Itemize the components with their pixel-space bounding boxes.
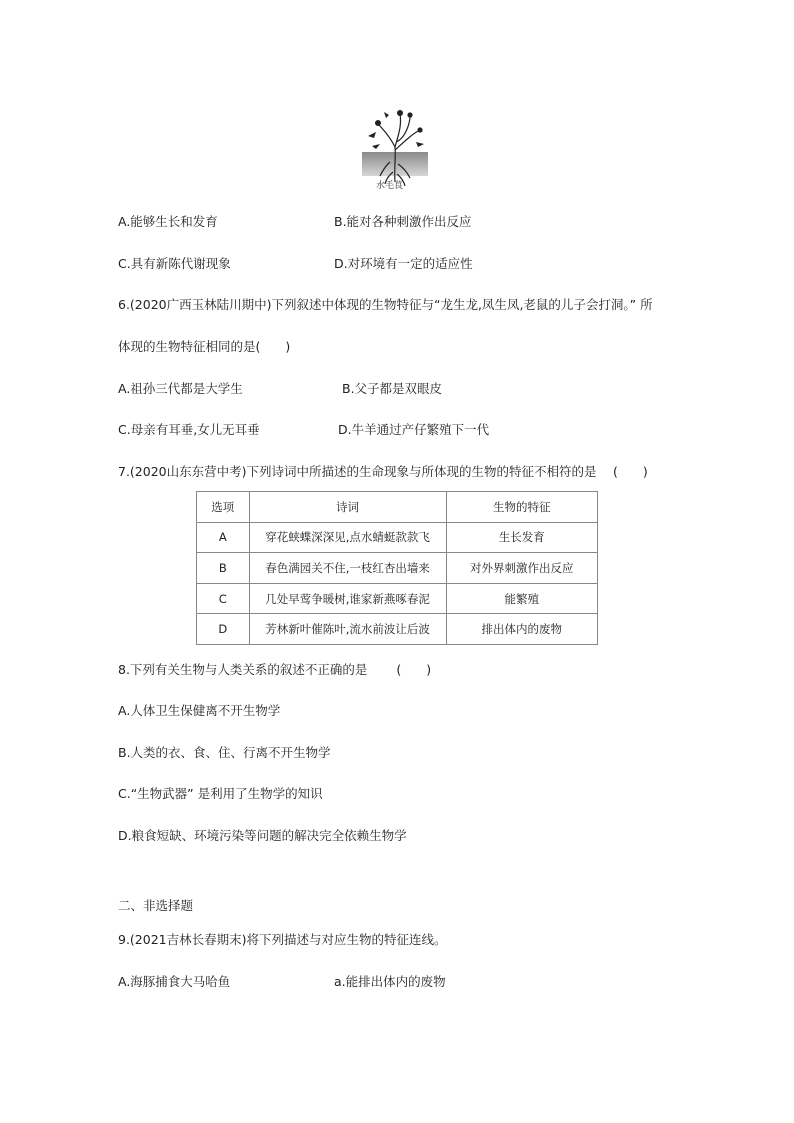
cell-feature: 能繁殖	[446, 583, 597, 614]
cell-poem: 穿花蛱蝶深深见,点水蜻蜓款款飞	[249, 522, 446, 553]
q6-option-a: A.祖孙三代都是大学生	[118, 381, 243, 396]
cell-option: C	[197, 583, 250, 614]
q7-table	[196, 491, 598, 645]
header-option: 选项	[197, 492, 250, 523]
q9-left-item-a: A.海豚捕食大马哈鱼	[118, 974, 231, 989]
q8-stem: 8.下列有关生物与人类关系的叙述不正确的是 ( )	[118, 662, 432, 677]
cell-option: A	[197, 522, 250, 553]
cell-option: D	[197, 614, 250, 645]
header-poem: 诗词	[249, 492, 446, 523]
cell-feature: 生长发育	[446, 522, 597, 553]
q7-stem: 7.(2020山东东营中考)下列诗词中所描述的生命现象与所体现的生物的特征不相符的是 ( )	[118, 464, 648, 479]
cell-feature: 对外界刺激作出反应	[446, 553, 597, 584]
table-row	[197, 614, 598, 645]
q6-stem-line1: 6.(2020广西玉林陆川期中)下列叙述中体现的生物特征与“龙生龙,凤生凤,老鼠的儿子会打洞。” 所	[118, 297, 653, 312]
cell-poem: 春色满园关不住,一枝红杏出墙来	[249, 553, 446, 584]
q8-option-a: A.人体卫生保健离不开生物学	[118, 703, 281, 718]
q9-stem: 9.(2021吉林长春期末)将下列描述与对应生物的特征连线。	[118, 932, 447, 947]
q5-option-d: D.对环境有一定的适应性	[334, 256, 473, 271]
q5-option-c: C.具有新陈代谢现象	[118, 256, 231, 271]
q5-option-a: A.能够生长和发育	[118, 214, 218, 229]
cell-poem: 芳林新叶催陈叶,流水前波让后波	[249, 614, 446, 645]
q9-right-item-a: a.能排出体内的废物	[334, 974, 446, 989]
q6-stem-line2: 体现的生物特征相同的是( )	[118, 339, 291, 354]
cell-feature: 排出体内的废物	[446, 614, 597, 645]
table-header-row	[197, 492, 598, 523]
table-row	[197, 583, 598, 614]
table-row	[197, 553, 598, 584]
q6-option-d: D.牛羊通过产仔繁殖下一代	[338, 422, 490, 437]
header-feature: 生物的特征	[446, 492, 597, 523]
q8-option-d: D.粮食短缺、环境污染等问题的解决完全依赖生物学	[118, 828, 407, 843]
q8-option-b: B.人类的衣、食、住、行离不开生物学	[118, 745, 331, 760]
table-row	[197, 522, 598, 553]
q5-option-b: B.能对各种刺激作出反应	[334, 214, 472, 229]
q6-option-b: B.父子都是双眼皮	[342, 381, 443, 396]
section-title: 二、非选择题	[118, 898, 194, 913]
q6-option-c: C.母亲有耳垂,女儿无耳垂	[118, 422, 260, 437]
cell-poem: 几处早莺争暖树,谁家新燕啄春泥	[249, 583, 446, 614]
cell-option: B	[197, 553, 250, 584]
q8-option-c: C.“生物武器” 是利用了生物学的知识	[118, 786, 323, 801]
figure-caption: 水毛茛	[376, 181, 404, 191]
